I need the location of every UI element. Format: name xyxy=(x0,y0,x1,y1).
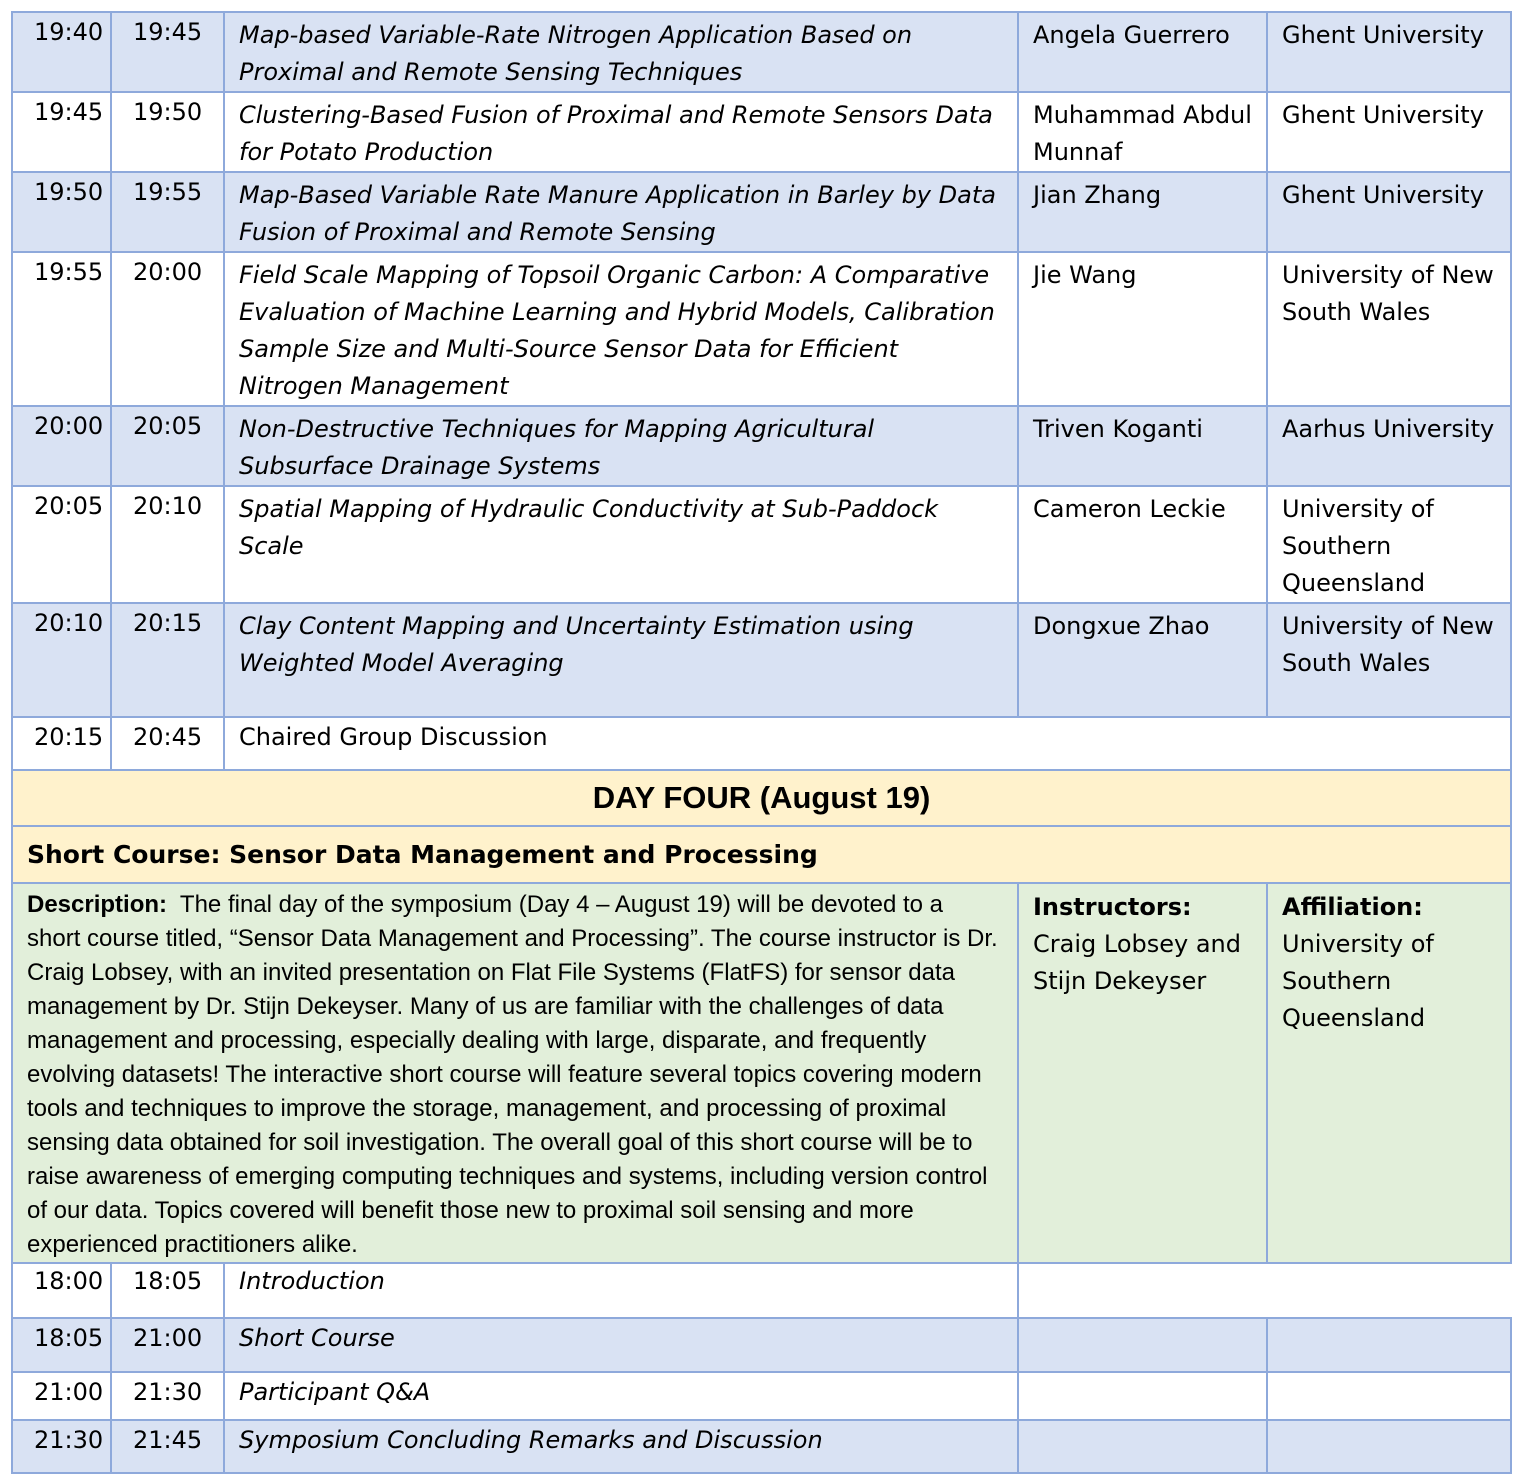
session-row xyxy=(12,92,1511,172)
schedule-table xyxy=(11,11,1512,1474)
empty-cell xyxy=(1018,1263,1511,1318)
session-affiliation: Aarhus University xyxy=(1267,406,1511,486)
course-end: 21:00 xyxy=(111,1318,224,1372)
session-start: 19:55 xyxy=(12,252,111,406)
session-presenter: Dongxue Zhao xyxy=(1018,603,1267,717)
session-end: 19:45 xyxy=(111,12,224,92)
schedule-page xyxy=(11,11,1510,1474)
session-end: 20:00 xyxy=(111,252,224,406)
course-schedule-row xyxy=(12,1372,1511,1420)
session-title: Field Scale Mapping of Topsoil Organic Carbon: A Comparative Evaluation of Machine Learning and Hybrid Models, Calibration Sample Size and Multi-Source Sensor Data for Efficient Nitrogen Management xyxy=(224,252,1018,406)
session-title: Map-Based Variable Rate Manure Application in Barley by Data Fusion of Proximal and Remote Sensing xyxy=(224,172,1018,252)
session-row xyxy=(12,12,1511,92)
course-instructors xyxy=(1018,883,1267,1263)
session-affiliation: University of New South Wales xyxy=(1267,603,1511,717)
empty-cell xyxy=(1018,1372,1267,1420)
course-schedule-row xyxy=(12,1318,1511,1372)
session-end: 19:50 xyxy=(111,92,224,172)
session-presenter: Jie Wang xyxy=(1018,252,1267,406)
instructors-names: Craig Lobsey and Stijn Dekeyser xyxy=(1033,930,1241,995)
course-start: 21:00 xyxy=(12,1372,111,1420)
session-end: 20:05 xyxy=(111,406,224,486)
course-end: 21:30 xyxy=(111,1372,224,1420)
course-item-title: Introduction xyxy=(224,1263,1018,1318)
session-presenter: Cameron Leckie xyxy=(1018,486,1267,603)
session-end: 19:55 xyxy=(111,172,224,252)
session-end: 20:10 xyxy=(111,486,224,603)
session-row xyxy=(12,603,1511,717)
description-text: The final day of the symposium (Day 4 – August 19) will be devoted to a short course titled, “Sensor Data Management and Processing”. The course instructor is Dr. Craig Lobsey, with an invited presentation on Flat File Systems (FlatFS) for sensor data management by Dr. Stijn Dekeyser. Many of us are familiar with the challenges of data management and processing, especially dealing with large, disparate, and frequently evolving datasets! The interactive short course will feature several topics covering modern tools and techniques to improve the storage, management, and processing of proximal sensing data obtained for soil investigation. The overall goal of this short course will be to raise awareness of emerging computing techniques and systems, including version control of our data. Topics covered will benefit those new to proximal soil sensing and more experienced practitioners alike. xyxy=(27,891,998,1258)
empty-cell xyxy=(1267,1318,1511,1372)
day-heading: DAY FOUR (August 19) xyxy=(12,770,1511,826)
session-row xyxy=(12,172,1511,252)
course-affiliation xyxy=(1267,883,1511,1263)
session-start: 19:45 xyxy=(12,92,111,172)
course-start: 21:30 xyxy=(12,1420,111,1473)
session-title: Map-based Variable-Rate Nitrogen Application Based on Proximal and Remote Sensing Techniques xyxy=(224,12,1018,92)
session-title: Clay Content Mapping and Uncertainty Estimation using Weighted Model Averaging xyxy=(224,603,1018,717)
session-presenter: Triven Koganti xyxy=(1018,406,1267,486)
session-end: 20:15 xyxy=(111,603,224,717)
course-heading-row xyxy=(12,826,1511,883)
affiliation-label: Affiliation: xyxy=(1282,893,1423,921)
course-item-title: Short Course xyxy=(224,1318,1018,1372)
course-start: 18:00 xyxy=(12,1263,111,1318)
session-start: 20:05 xyxy=(12,486,111,603)
day-heading-row xyxy=(12,770,1511,826)
session-title: Clustering-Based Fusion of Proximal and Remote Sensors Data for Potato Production xyxy=(224,92,1018,172)
course-end: 21:45 xyxy=(111,1420,224,1473)
description-label: Description: xyxy=(27,891,168,918)
course-description xyxy=(12,883,1018,1263)
session-row xyxy=(12,252,1511,406)
session-presenter: Muhammad Abdul Munnaf xyxy=(1018,92,1267,172)
session-start: 19:40 xyxy=(12,12,111,92)
session-affiliation: Ghent University xyxy=(1267,12,1511,92)
empty-cell xyxy=(1018,1420,1267,1473)
course-schedule-row xyxy=(12,1420,1511,1473)
session-presenter: Angela Guerrero xyxy=(1018,12,1267,92)
course-item-title: Participant Q&A xyxy=(224,1372,1018,1420)
empty-cell xyxy=(1018,1318,1267,1372)
session-affiliation: Ghent University xyxy=(1267,172,1511,252)
course-schedule-row xyxy=(12,1263,1511,1318)
affiliation-name: University of Southern Queensland xyxy=(1282,930,1434,1032)
session-title: Chaired Group Discussion xyxy=(224,717,1511,770)
session-row xyxy=(12,406,1511,486)
session-affiliation: Ghent University xyxy=(1267,92,1511,172)
session-start: 20:00 xyxy=(12,406,111,486)
session-start: 20:15 xyxy=(12,717,111,770)
session-end: 20:45 xyxy=(111,717,224,770)
empty-cell xyxy=(1267,1372,1511,1420)
empty-cell xyxy=(1267,1420,1511,1473)
course-item-title: Symposium Concluding Remarks and Discussion xyxy=(224,1420,1018,1473)
course-end: 18:05 xyxy=(111,1263,224,1318)
discussion-row xyxy=(12,717,1511,770)
course-start: 18:05 xyxy=(12,1318,111,1372)
session-presenter: Jian Zhang xyxy=(1018,172,1267,252)
session-start: 20:10 xyxy=(12,603,111,717)
instructors-label: Instructors: xyxy=(1033,893,1192,921)
course-heading: Short Course: Sensor Data Management and Processing xyxy=(12,826,1511,883)
session-affiliation: University of Southern Queensland xyxy=(1267,486,1511,603)
session-affiliation: University of New South Wales xyxy=(1267,252,1511,406)
session-title: Spatial Mapping of Hydraulic Conductivity at Sub-Paddock Scale xyxy=(224,486,1018,603)
session-row xyxy=(12,486,1511,603)
session-start: 19:50 xyxy=(12,172,111,252)
course-description-row xyxy=(12,883,1511,1263)
session-title: Non-Destructive Techniques for Mapping Agricultural Subsurface Drainage Systems xyxy=(224,406,1018,486)
